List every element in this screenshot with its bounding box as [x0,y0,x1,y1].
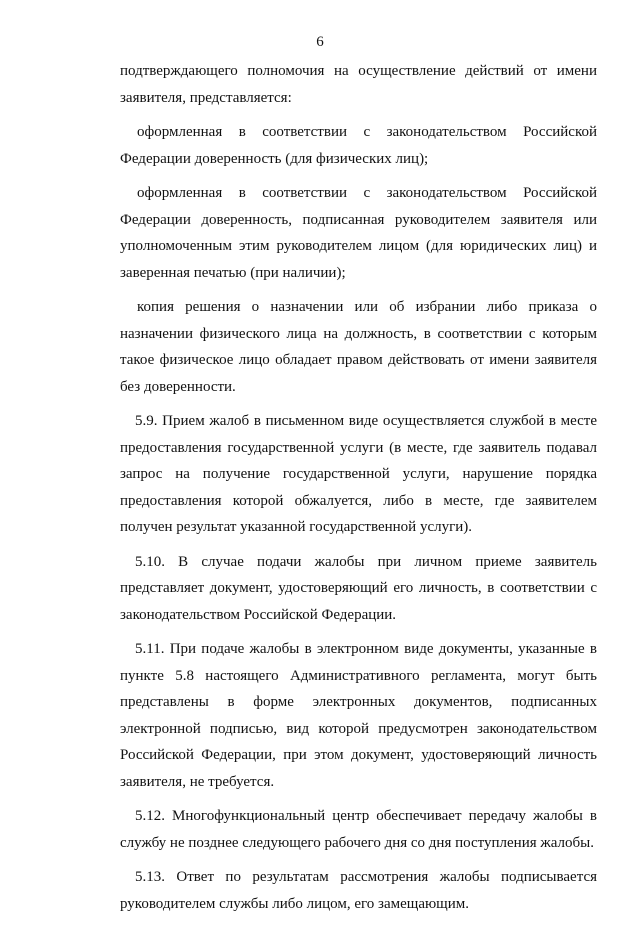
paragraph-5-12: 5.12. Многофункциональный центр обеспечивает передачу жалобы в службу не позднее следующего рабочего дня со дня поступления жалобы. [120,808,597,851]
document-body [120,58,597,925]
paragraph-5-13: 5.13. Ответ по результатам рассмотрения жалобы подписывается руководителем службы либо лицом, его замещающим. [120,869,597,912]
paragraph-continuation: подтверждающего полномочия на осуществление действий от имени заявителя, представляется: [120,63,597,106]
paragraph-5-9: 5.9. Прием жалоб в письменном виде осуществляется службой в месте предоставления государственной услуги (в месте, где заявитель подавал запрос на получение государственной услуги, нарушение порядка предоставления которой обжалуется, либо в месте, где заявителем получен результат указанной государственной услуги). [120,413,597,535]
page-number: 6 [316,34,324,50]
paragraph-list-item-appointment-decision-copy: копия решения о назначении или об избрании либо приказа о назначении физического лица на должность, в соответствии с которым такое физическое лицо обладает правом действовать от имени заявителя без доверенности. [120,299,597,395]
paragraph-list-item-individual-power-of-attorney: оформленная в соответствии с законодательством Российской Федерации доверенность (для физических лиц); [120,124,597,167]
paragraph-5-10: 5.10. В случае подачи жалобы при личном приеме заявитель представляет документ, удостоверяющий его личность, в соответствии с законодательством Российской Федерации. [120,553,597,623]
paragraph-list-item-legal-entity-power-of-attorney: оформленная в соответствии с законодательством Российской Федерации доверенность, подписанная руководителем заявителя или уполномоченным этим руководителем лицом (для юридических лиц) и заверенная печатью (при наличии); [120,185,597,281]
paragraph-5-11: 5.11. При подаче жалобы в электронном виде документы, указанные в пункте 5.8 настоящего Административного регламента, могут быть представлены в форме электронных документов, подписанных электронной подписью, вид которой предусмотрен законодательством Российской Федерации, при этом документ, удостоверяющий личность заявителя, не требуется. [120,641,597,790]
